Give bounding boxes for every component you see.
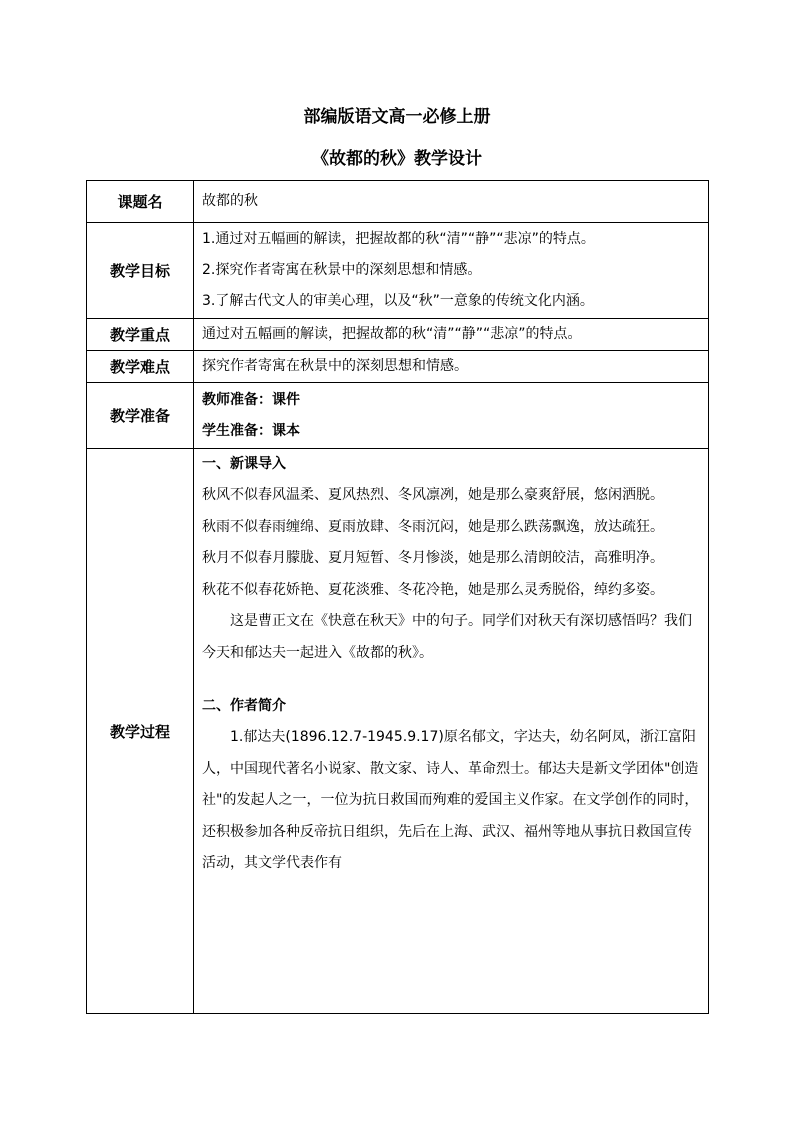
section-heading-author: 二、作者简介 — [202, 698, 286, 714]
section-spacer — [202, 669, 702, 691]
goal-item-2: 2.探究作者寄寓在秋景中的深刻思想和情感。 — [202, 262, 482, 278]
goal-item-3: 3.了解古代文人的审美心理，以及“秋”一意象的传统文化内涵。 — [202, 293, 594, 309]
value-preparation — [194, 383, 709, 449]
row-difficulty — [87, 351, 709, 383]
value-topic: 故都的秋 — [194, 181, 709, 223]
row-process — [87, 449, 709, 1014]
goal-item-1: 1.通过对五幅画的解读，把握故都的秋“清”“静”“悲凉”的特点。 — [202, 231, 595, 247]
key-point-text: 通过对五幅画的解读，把握故都的秋“清”“静”“悲凉”的特点。 — [202, 326, 582, 342]
intro-paragraph-flower: 秋花不似春花娇艳、夏花淡雅、冬花冷艳，她是那么灵秀脱俗，绰约多姿。 — [202, 581, 664, 598]
intro-paragraph-moon: 秋月不似春月朦胧、夏月短暂、冬月惨淡，她是那么清朗皎洁，高雅明净。 — [202, 550, 664, 566]
value-process — [194, 449, 709, 1014]
intro-paragraph-rain: 秋雨不似春雨缠绵、夏雨放肆、冬雨沉闷，她是那么跌荡飘逸，放达疏狂。 — [202, 518, 664, 535]
lesson-plan-table — [86, 180, 709, 1014]
document-title: 部编版语文高一必修上册 — [303, 107, 491, 127]
label-goals: 教学目标 — [87, 223, 194, 319]
section-heading-intro: 一、新课导入 — [202, 456, 286, 472]
intro-closing-paragraph: 这是曹正文在《快意在秋天》中的句子。同学们对秋天有深切感悟吗？我们今天和郁达夫一起进入《故都的秋》。 — [202, 613, 692, 661]
student-preparation: 学生准备：课本 — [202, 422, 300, 439]
author-bio-paragraph: 1.郁达夫(1896.12.7-1945.9.17)原名郁文，字达夫，幼名阿凤，浙江富阳人，中国现代著名小说家、散文家、诗人、革命烈士。郁达夫是新文学团体"创造社"的发起人之一，一位为抗日救国而殉难的爱国主义作家。在文学创作的同时，还积极参加各种反帝抗日组织，先后在上海、武汉、福州等地从事抗日救国宣传活动，其文学代表作有 — [202, 729, 699, 871]
label-key-point: 教学重点 — [87, 319, 194, 351]
value-difficulty: 探究作者寄寓在秋景中的深刻思想和情感。 — [194, 351, 709, 383]
value-goals — [194, 223, 709, 319]
label-process: 教学过程 — [87, 449, 194, 1014]
row-key-point — [87, 319, 709, 351]
label-preparation: 教学准备 — [87, 383, 194, 449]
label-topic: 课题名 — [87, 181, 194, 223]
value-key-point — [194, 319, 709, 351]
label-difficulty: 教学难点 — [87, 351, 194, 383]
row-preparation — [87, 383, 709, 449]
row-topic — [87, 181, 709, 223]
intro-paragraph-wind: 秋风不似春风温柔、夏风热烈、冬风凛冽，她是那么豪爽舒展，悠闲洒脱。 — [202, 487, 664, 503]
row-goals — [87, 223, 709, 319]
teacher-preparation: 教师准备：课件 — [202, 391, 300, 408]
document-subtitle: 《故都的秋》教学设计 — [312, 149, 482, 169]
